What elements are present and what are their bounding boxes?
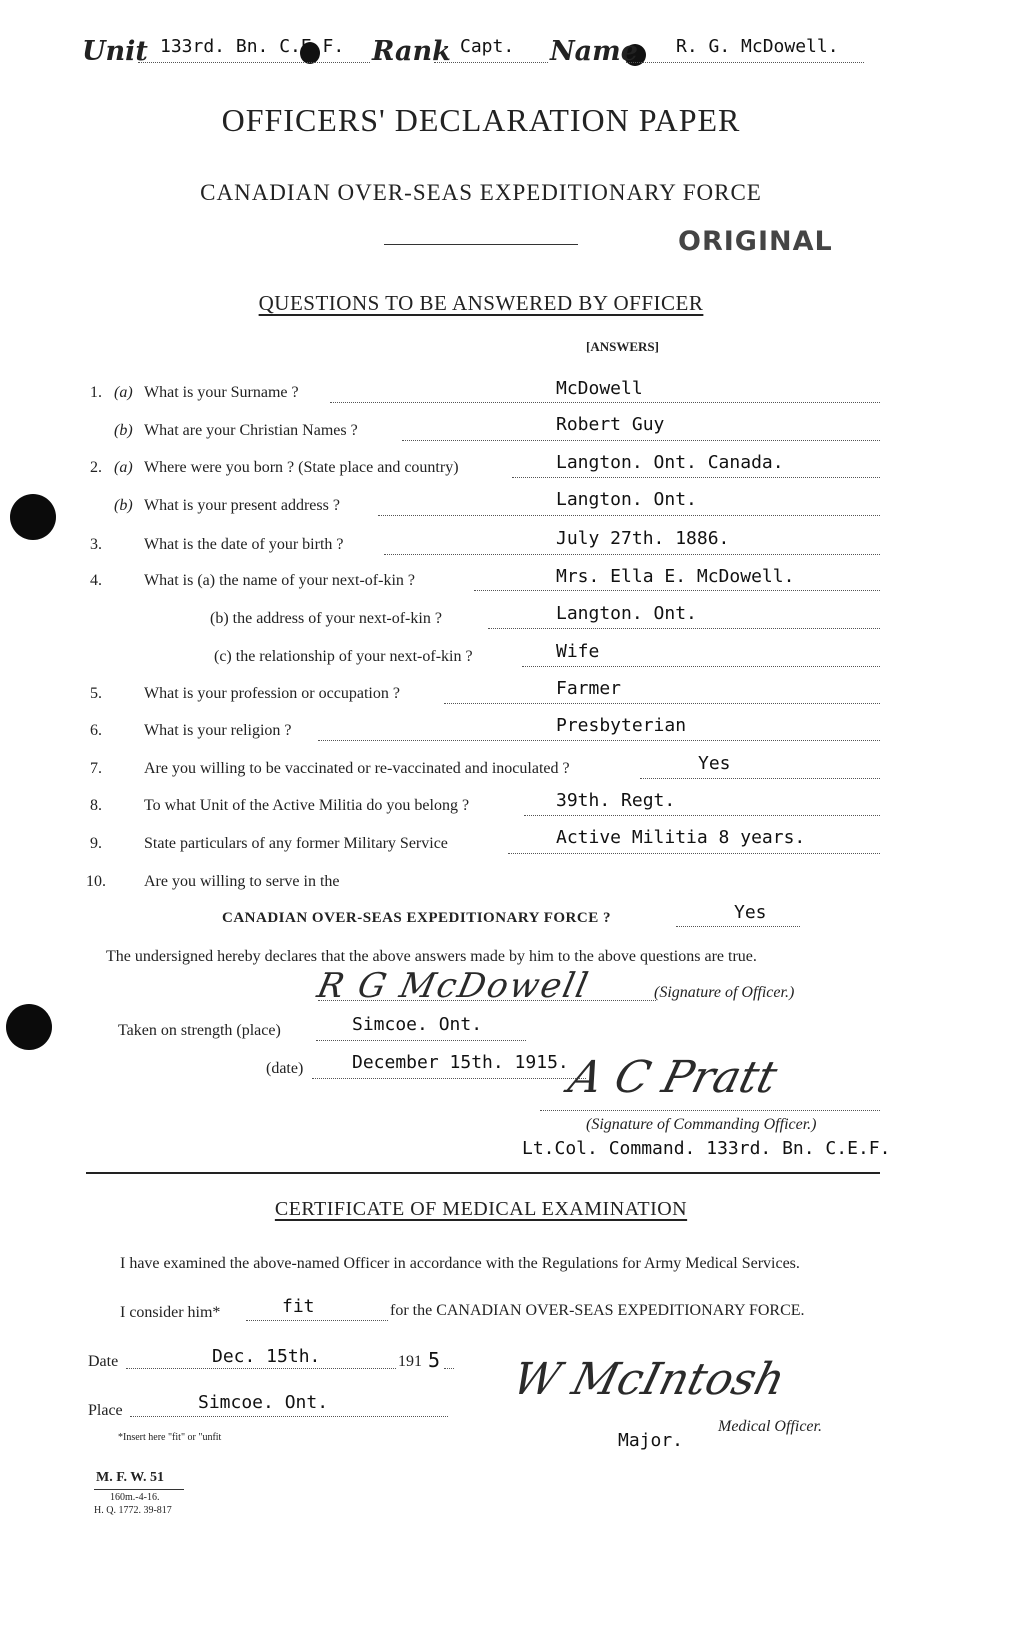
question-text: (b) the address of your next-of-kin ? [210, 610, 442, 627]
question-number: 6. [90, 722, 102, 739]
consider-suffix: for the CANADIAN OVER-SEAS EXPEDITIONARY FORCE. [390, 1302, 805, 1319]
answer-former-service: Active Militia 8 years. [556, 827, 806, 848]
rank-label: Rank [372, 36, 451, 67]
name-label: Name [550, 36, 638, 67]
medical-heading: CERTIFICATE OF MEDICAL EXAMINATION [274, 1198, 688, 1220]
medical-date-label: Date [88, 1353, 119, 1370]
question-number: 7. [90, 760, 102, 777]
question-text: To what Unit of the Active Militia do you belong ? [144, 797, 470, 814]
form-code-rule [94, 1489, 184, 1490]
answer-present-address: Langton. Ont. [556, 489, 697, 510]
fitness-value: fit [282, 1296, 315, 1317]
unit-value: 133rd. Bn. C.E.F. [160, 36, 345, 57]
answer-birthplace: Langton. Ont. Canada. [556, 452, 784, 473]
question-number: 3. [90, 536, 102, 553]
consider-label: I consider him* [120, 1304, 221, 1321]
question-text: What are your Christian Names ? [144, 422, 358, 439]
medical-statement: I have examined the above-named Officer in accordance with the Regulations for Army Medical Services. [120, 1255, 800, 1272]
question-number: 8. [90, 797, 102, 814]
question-number: 4. [90, 572, 102, 589]
form-line-1: 160m.-4-16. [110, 1492, 160, 1503]
name-value: R. G. McDowell. [676, 36, 839, 57]
form-line-2: H. Q. 1772. 39-817 [94, 1505, 172, 1516]
question-text: State particulars of any former Military Service [144, 835, 448, 852]
question-text: What is the date of your birth ? [144, 536, 344, 553]
question-text: Are you willing to be vaccinated or re-vaccinated and inoculated ? [144, 760, 570, 777]
medical-officer-caption: Medical Officer. [718, 1418, 822, 1435]
question-number: 2. [90, 459, 102, 476]
document-title: OFFICERS' DECLARATION PAPER [221, 102, 741, 138]
original-stamp: ORIGINAL [678, 226, 833, 257]
answer-birth-date: July 27th. 1886. [556, 528, 730, 549]
medical-place-label: Place [88, 1402, 123, 1419]
officer-signature-caption: (Signature of Officer.) [654, 984, 795, 1001]
question-text: Are you willing to serve in the [144, 873, 340, 890]
medical-officer-rank: Major. [618, 1430, 684, 1451]
medical-officer-signature: W McIntosh [507, 1354, 791, 1405]
question-number: 10. [86, 873, 106, 890]
answers-label: [ANSWERS] [586, 339, 659, 354]
rank-value: Capt. [460, 36, 515, 57]
question-sub: (a) [114, 384, 133, 401]
answer-religion: Presbyterian [556, 715, 687, 736]
answer-vaccinated: Yes [698, 753, 731, 774]
strength-label: Taken on strength (place) [118, 1022, 281, 1039]
answer-willing-to-serve: Yes [734, 902, 767, 923]
questions-heading: QUESTIONS TO BE ANSWERED BY OFFICER [258, 291, 704, 315]
officer-signature: R G McDowell [313, 966, 594, 1006]
co-signature: A C Pratt [563, 1052, 783, 1103]
punch-hole [6, 1004, 52, 1050]
section-divider [86, 1172, 880, 1174]
footnote: *Insert here "fit" or "unfit [118, 1432, 222, 1443]
answer-next-of-kin-name: Mrs. Ella E. McDowell. [556, 566, 795, 587]
answer-occupation: Farmer [556, 678, 622, 699]
unit-label: Unit [82, 36, 148, 67]
declaration-text: The undersigned hereby declares that the above answers made by him to the above questions are true. [106, 948, 757, 965]
medical-year-prefix: 191 [398, 1353, 422, 1370]
answer-christian-names: Robert Guy [556, 414, 665, 435]
question-text: What is (a) the name of your next-of-kin ? [144, 572, 416, 589]
question-text: What is your religion ? [144, 722, 292, 739]
question-sub: (b) [114, 497, 133, 514]
punch-hole [10, 494, 56, 540]
date-label: (date) [266, 1060, 304, 1077]
answer-militia-unit: 39th. Regt. [556, 790, 676, 811]
question-text: (c) the relationship of your next-of-kin ? [214, 648, 473, 665]
document-subtitle: CANADIAN OVER-SEAS EXPEDITIONARY FORCE [200, 180, 762, 205]
answer-relationship: Wife [556, 641, 600, 662]
question-text: What is your profession or occupation ? [144, 685, 400, 702]
question-text: Where were you born ? (State place and country) [144, 459, 459, 476]
title-rule [384, 244, 578, 245]
strength-place: Simcoe. Ont. [352, 1014, 483, 1035]
question-text: What is your present address ? [144, 497, 340, 514]
question-number: 9. [90, 835, 102, 852]
medical-place-value: Simcoe. Ont. [198, 1392, 329, 1413]
question-sub: (b) [114, 422, 133, 439]
answer-surname: McDowell [556, 378, 643, 399]
form-code: M. F. W. 51 [96, 1470, 164, 1485]
medical-date-value: Dec. 15th. [212, 1346, 321, 1367]
question-sub: (a) [114, 459, 133, 476]
question-number: 1. [90, 384, 102, 401]
question-text: What is your Surname ? [144, 384, 299, 401]
answer-next-of-kin-address: Langton. Ont. [556, 603, 697, 624]
co-title: Lt.Col. Command. 133rd. Bn. C.E.F. [522, 1138, 891, 1159]
q10-force: CANADIAN OVER-SEAS EXPEDITIONARY FORCE ? [222, 910, 611, 926]
strength-date: December 15th. 1915. [352, 1052, 569, 1073]
co-signature-caption: (Signature of Commanding Officer.) [586, 1116, 817, 1133]
question-number: 5. [90, 685, 102, 702]
medical-year-digit: 5 [428, 1348, 441, 1372]
